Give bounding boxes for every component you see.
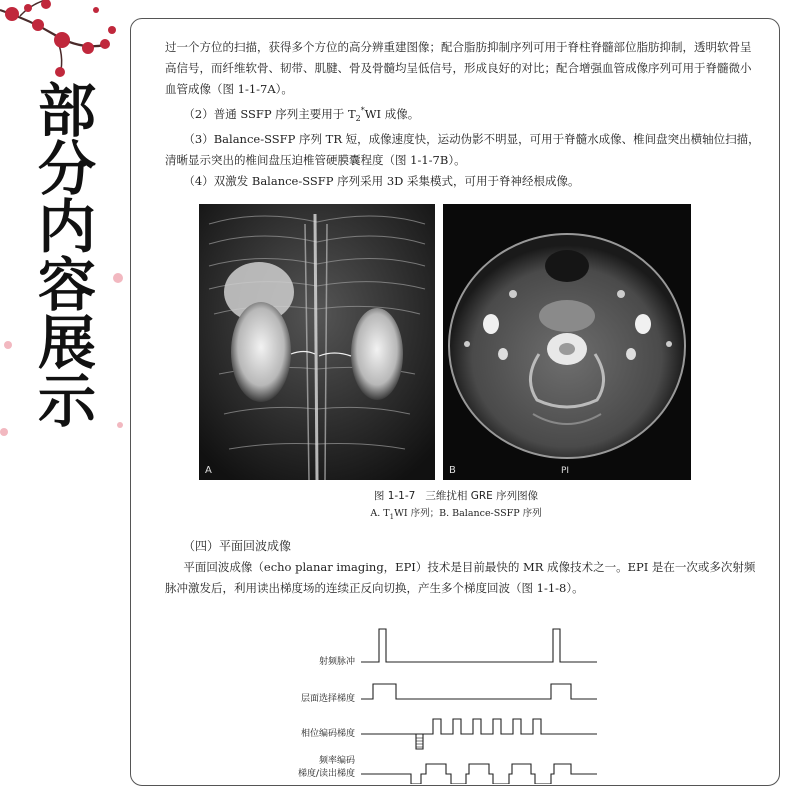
subcaption-pre: A. T [370,508,390,519]
body-text [165,37,761,192]
figure-label-pi: PI [561,466,570,476]
rf-pulse-track [361,629,597,662]
paragraph-2-sup: * [360,106,365,115]
paragraph-2-post: WI 成像。 [364,106,420,121]
paragraph-2-sub: 2 [355,114,361,124]
frequency-encode-label-line1: 频率编码 [318,756,355,766]
side-title-char: 容 [37,251,96,319]
subcaption-post: WI 序列；B. Balance-SSFP 序列 [394,508,542,519]
slice-select-label: 层面选择梯度 [300,694,355,704]
figure-label-a: A [205,465,212,476]
epi-pulse-sequence-diagram [281,624,701,788]
frequency-encode-label-line2: 梯度/读出梯度 [297,769,355,779]
section-text [165,557,763,599]
rf-pulse-label: 射频脉冲 [318,657,355,667]
figure-image-a [199,204,435,480]
frequency-encode-track [361,764,597,784]
section-heading: （四）平面回波成像 [183,539,292,553]
caption-number: 图 1-1-7 [373,490,416,502]
paragraph-1: 过一个方位的扫描，获得多个方位的高分辨重建图像；配合脂肪抑制序列可用于脊柱脊髓部位脂肪抑制，透明软骨呈高信号，而纤维软骨、韧带、肌腱、骨及骨髓均呈低信号，形成良好的对比；配合增强血管成像序列可用于脊髓微小血管成像（图 1-1-7A）。 [165,40,752,96]
mri-axial-image [443,204,691,480]
phase-encode-track [361,719,597,734]
side-title-char: 部 [37,77,96,145]
frequency-encode-label [281,755,355,781]
subcaption-sub: 1 [389,512,395,521]
figure-label-b: B [449,465,456,476]
figure-subcaption [131,505,781,521]
book-page [130,18,780,786]
mri-coronal-image [199,204,435,480]
side-title-char: 内 [37,193,96,261]
side-title-char: 展 [37,309,96,377]
paragraph-2 [165,100,761,129]
paragraph-4: （4）双激发 Balance-SSFP 序列采用 3D 采集模式，可用于脊神经根成像。 [183,174,580,189]
side-title-char: 示 [37,367,96,435]
side-title-char: 分 [37,135,96,203]
paragraph-2-pre: （2）普通 SSFP 序列主要用于 T [183,106,356,121]
side-title [30,77,104,435]
phase-encode-label: 相位编码梯度 [300,729,355,739]
paragraph-3: （3）Balance-SSFP 序列 TR 短，成像速度快，运动伪影不明显，可用于脊髓水成像、椎间盘突出横轴位扫描，清晰显示突出的椎间盘压迫椎管硬膜囊程度（图 1-1-7B）。 [165,132,760,168]
slice-select-track [361,684,597,699]
caption-title: 三维扰相 GRE 序列图像 [425,490,539,502]
figure-caption [131,488,781,503]
figure-image-b [443,204,691,480]
section-paragraph: 平面回波成像（echo planar imaging，EPI）技术是目前最快的 MR 成像技术之一。EPI 是在一次或多次射频脉冲激发后，利用读出梯度场的连续正反向切换，产生多个梯度回波（图 1-1-8）。 [165,560,756,595]
